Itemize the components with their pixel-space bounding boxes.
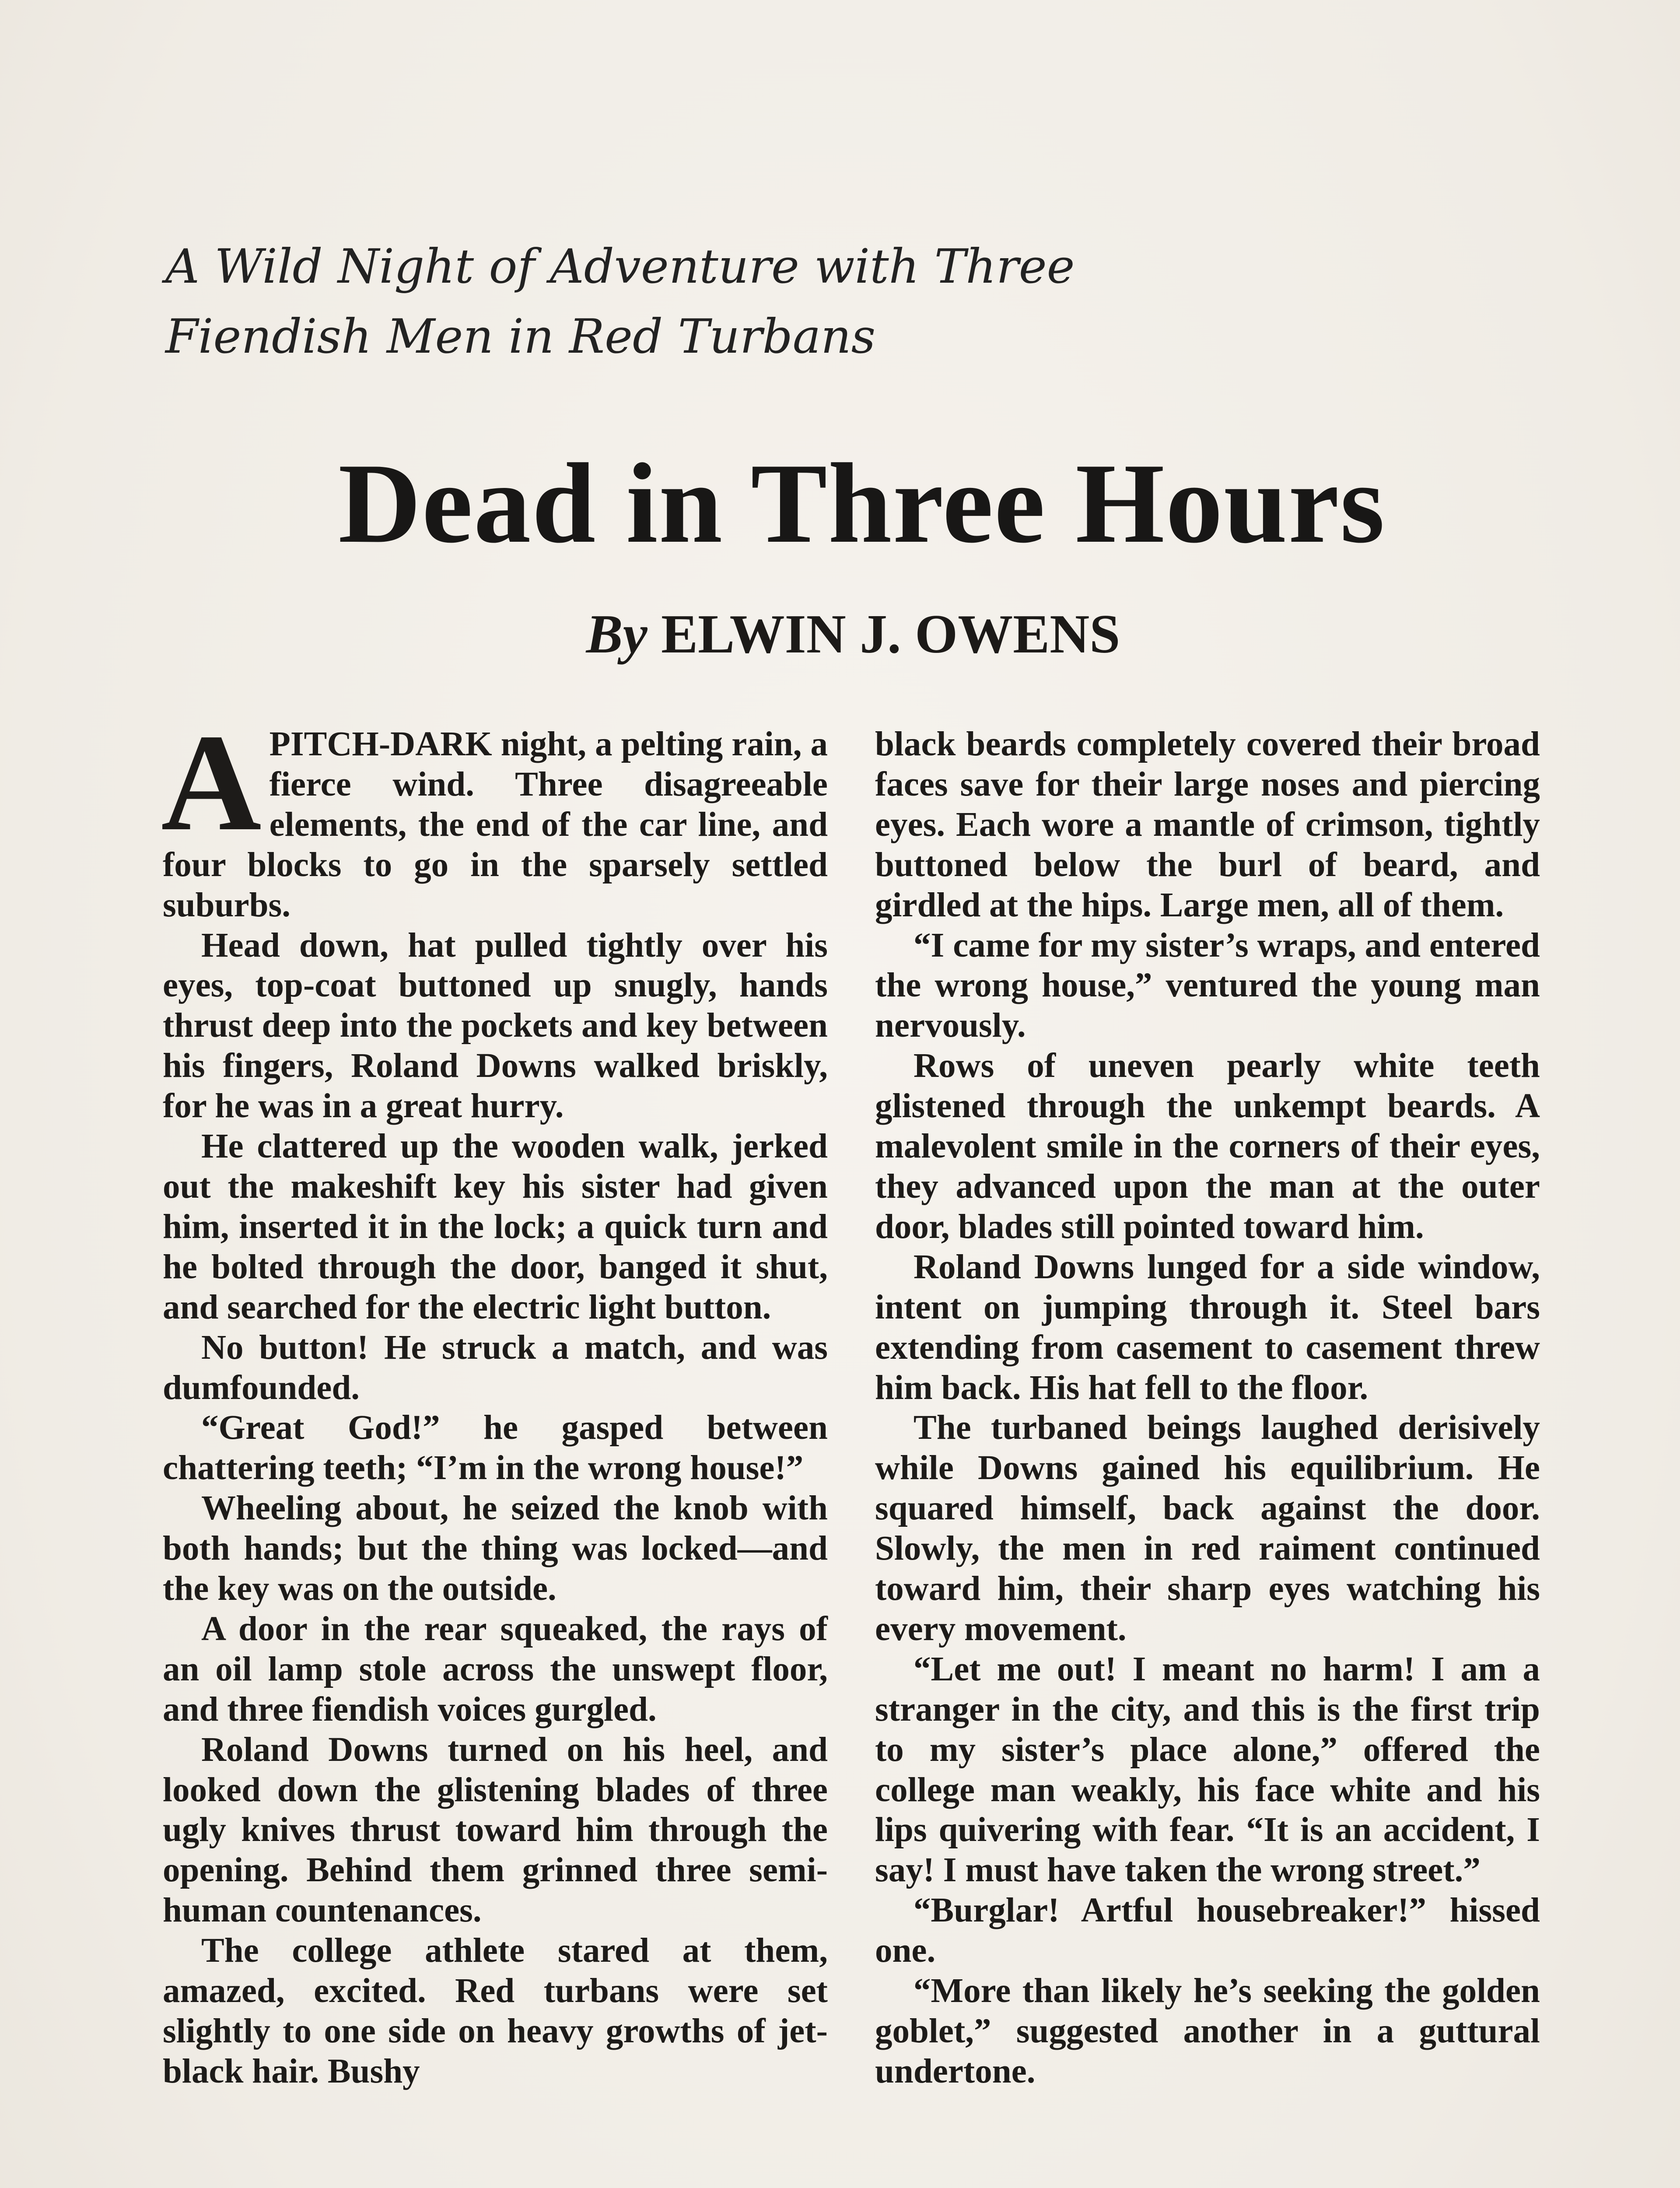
paragraph: “I came for my sister’s wraps, and entered the wrong house,” ventured the young man nervously.	[875, 926, 1540, 1045]
paragraph: Wheeling about, he seized the knob with both hands; but the thing was locked—and the key was on the outside.	[163, 1489, 828, 1608]
paragraph: A door in the rear squeaked, the rays of an oil lamp stole across the unswept floor, and three fiendish voices gurgled.	[163, 1609, 828, 1729]
paragraph: The college athlete stared at them, amazed, excited. Red turbans were set slightly to one side on heavy growths of jet-black hair. Bushy	[163, 1932, 828, 2090]
byline	[0, 600, 1680, 670]
paragraph: “More than likely he’s seeking the golden goblet,” suggested another in a guttural undertone.	[875, 1972, 1540, 2090]
paragraph: He clattered up the wooden walk, jerked out the makeshift key his sister had given him, inserted it in the lock; a quick turn and he bolted through the door, banged it shut, and searched for the electric light button.	[163, 1127, 828, 1326]
paragraph: “Great God!” he gasped between chattering teeth; “I’m in the wrong house!”	[163, 1409, 828, 1487]
paragraph: Rows of uneven pearly white teeth glistened through the unkempt beards. A malevolent smile in the corners of their eyes, they advanced upon the man at the outer door, blades still pointed toward him.	[875, 1047, 1540, 1246]
byline-author: ELWIN J. OWENS	[661, 604, 1120, 665]
paragraph: The turbaned beings laughed derisively while Downs gained his equilibrium. He squared himself, back against the door. Slowly, the men in red raiment continued toward him, their sharp eyes watching his every movement.	[875, 1409, 1540, 1648]
byline-by: By	[586, 604, 648, 665]
paragraph: “Let me out! I meant no harm! I am a stranger in the city, and this is the first trip to my sister’s place alone,” offered the college man weakly, his face white and his lips quivering with fear. “It is an accident, I say! I must have taken the wrong street.”	[875, 1650, 1540, 1890]
paragraph: Roland Downs turned on his heel, and looked down the glistening blades of three ugly knives thrust toward him through the opening. Behind them grinned three semi-human countenances.	[163, 1730, 828, 1930]
story-deck	[165, 232, 1303, 372]
right-column	[875, 724, 1540, 2092]
paragraph: No button! He struck a match, and was dumfounded.	[163, 1328, 828, 1407]
story-title: Dead in Three Hours	[338, 440, 1386, 567]
paragraph: “Burglar! Artful housebreaker!” hissed one.	[875, 1891, 1540, 1970]
deck-line-2: Fiendish Men in Red Turbans	[165, 309, 876, 364]
deck-line-1: A Wild Night of Adventure with Three	[165, 239, 1075, 294]
left-column	[161, 705, 828, 2092]
paragraph: black beards completely covered their broad faces save for their large noses and piercing eyes. Each wore a mantle of crimson, tightly buttoned below the burl of beard, and girdled at the hips. Large men, all of them.	[875, 725, 1540, 924]
drop-cap: A	[161, 705, 262, 859]
paragraph: APITCH-DARK night, a pelting rain, a fierce wind. Three disagreeable elements, the end of the car line, and four blocks to go in the sparsely settled suburbs.	[161, 705, 828, 924]
paragraph: Head down, hat pulled tightly over his eyes, top-coat buttoned up snugly, hands thrust deep into the pockets and key between his fingers, Roland Downs walked briskly, for he was in a great hurry.	[163, 926, 828, 1126]
paragraph: Roland Downs lunged for a side window, intent on jumping through it. Steel bars extending from casement to casement threw him back. His hat fell to the floor.	[875, 1248, 1540, 1407]
